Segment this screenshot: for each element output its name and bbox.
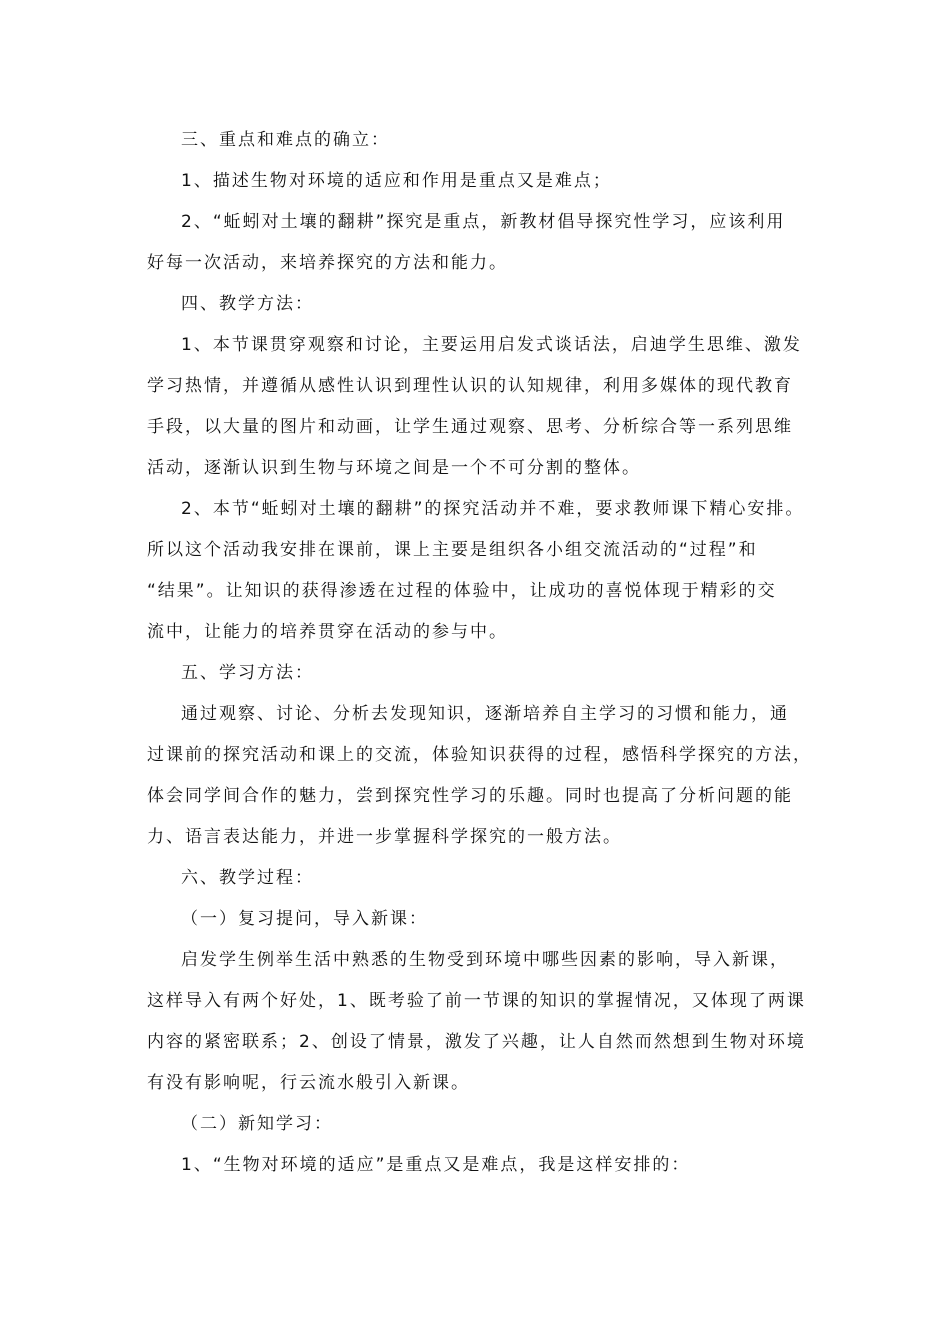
paragraph-line: 所以这个活动我安排在课前，课上主要是组织各小组交流活动的“过程”和 — [147, 540, 758, 560]
paragraph-line: 力、语言表达能力，并进一步掌握科学探究的一般方法。 — [147, 827, 622, 847]
subsection-heading-2: （二）新知学习： — [181, 1114, 333, 1134]
paragraph-line: 2、本节“蚯蚓对土壤的翻耕”的探究活动并不难，要求教师课下精心安排。 — [181, 499, 805, 519]
paragraph-line: 过课前的探究活动和课上的交流，体验知识获得的过程，感悟科学探究的方法， — [147, 745, 812, 765]
paragraph-line: 手段，以大量的图片和动画，让学生通过观察、思考、分析综合等一系列思维 — [147, 417, 793, 437]
document-body — [147, 120, 812, 1186]
paragraph-line: 1、“生物对环境的适应”是重点又是难点，我是这样安排的： — [181, 1155, 691, 1175]
paragraph-line: 流中，让能力的培养贯穿在活动的参与中。 — [147, 622, 508, 642]
section-heading-4: 四、教学方法： — [181, 294, 314, 314]
paragraph-line: 这样导入有两个好处，1、既考验了前一节课的知识的掌握情况，又体现了两课 — [147, 991, 806, 1011]
paragraph-line: “结果”。让知识的获得渗透在过程的体验中，让成功的喜悦体现于精彩的交 — [147, 581, 777, 601]
section-heading-5: 五、学习方法： — [181, 663, 314, 683]
paragraph-line: 学习热情，并遵循从感性认识到理性认识的认知规律，利用多媒体的现代教育 — [147, 376, 793, 396]
paragraph-line: 体会同学间合作的魅力，尝到探究性学习的乐趣。同时也提高了分析问题的能 — [147, 786, 793, 806]
paragraph-line: 内容的紧密联系；2、创设了情景，激发了兴趣，让人自然而然想到生物对环境 — [147, 1032, 806, 1052]
paragraph-line: 1、本节课贯穿观察和讨论，主要运用启发式谈话法，启迪学生思维、激发 — [181, 335, 802, 355]
paragraph-line: 2、“蚯蚓对土壤的翻耕”探究是重点，新教材倡导探究性学习，应该利用 — [181, 212, 786, 232]
paragraph-line: 活动，逐渐认识到生物与环境之间是一个不可分割的整体。 — [147, 458, 641, 478]
section-heading-6: 六、教学过程： — [181, 868, 314, 888]
paragraph-line: 启发学生例举生活中熟悉的生物受到环境中哪些因素的影响，导入新课， — [181, 950, 789, 970]
subsection-heading-1: （一）复习提问，导入新课： — [181, 909, 428, 929]
paragraph-line: 1、描述生物对环境的适应和作用是重点又是难点； — [181, 171, 612, 191]
section-heading-3: 三、重点和难点的确立： — [181, 130, 390, 150]
paragraph-line: 有没有影响呢，行云流水般引入新课。 — [147, 1073, 470, 1093]
paragraph-line: 通过观察、讨论、分析去发现知识，逐渐培养自主学习的习惯和能力，通 — [181, 704, 789, 724]
paragraph-line: 好每一次活动，来培养探究的方法和能力。 — [147, 253, 508, 273]
